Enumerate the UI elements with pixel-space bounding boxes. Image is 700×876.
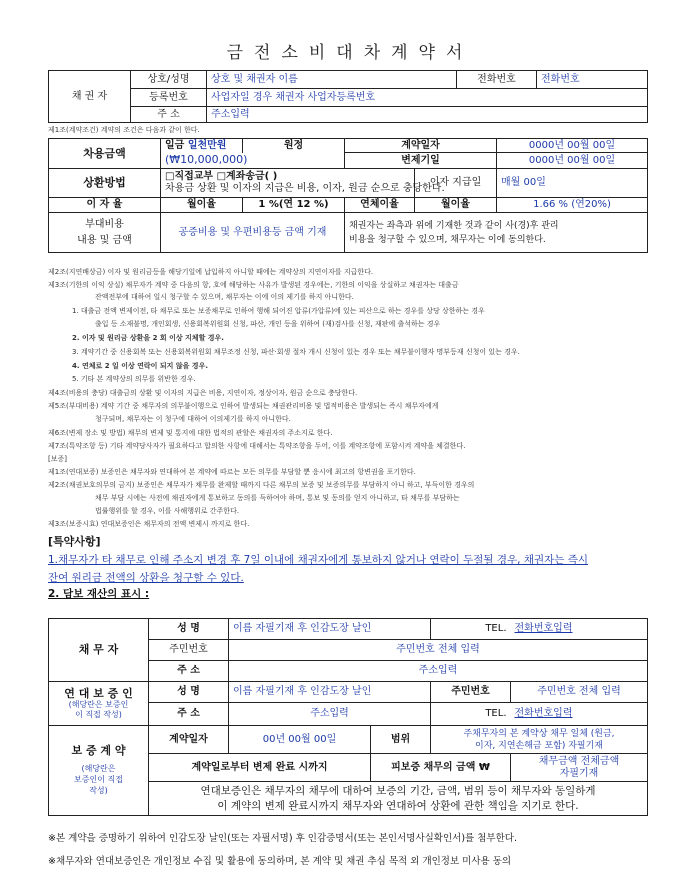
clause-3-cont: 잔액전부에 대하여 일시 청구할 수 있으며, 채무자는 이에 이의 제기를 하지 아니한다. — [95, 293, 354, 301]
special-term-1[interactable]: 1.채무자가 타 채무로 인해 주소지 변경 후 7일 이내에 채권자에게 통보하지 않거나 연락이 두절될 경우, 채권자는 즉시 — [48, 554, 589, 566]
debtor-label: 채 무 자 — [49, 619, 149, 682]
guarantee-date-value[interactable]: 00년 00월 00일 — [229, 726, 371, 754]
overdue-value[interactable]: 1.66 % (연20%) — [497, 198, 648, 213]
parties-table — [48, 618, 648, 816]
special-terms-header: [특약사항] — [48, 535, 101, 548]
guarantor-name-label: 성 명 — [149, 682, 229, 703]
guarantee-period-value[interactable]: 계약일로부터 변제 완료 시까지 — [149, 754, 371, 782]
expense-label: 부대비용 내용 및 금액 — [49, 213, 161, 253]
creditor-addr-label: 주 소 — [131, 107, 207, 123]
clause-6: 제6조(변제 장소 및 방법) 채무의 변제 및 통지에 대한 법적의 관할은 채권자의 주소지로 한다. — [48, 429, 333, 437]
footer-note-2: ※채무자와 연대보증인은 개인정보 수집 및 활용에 동의하며, 본 계약 및 채권 추심 목적 외 개인정보 미사용 동의 — [48, 856, 512, 867]
clause-3-item-1: 1. 대출금 전액 변제이전, 타 채무로 또는 보증채무로 인하여 행해 되어진 압류(가압류)에 있는 피산으로 하는 경우를 상당 상한하는 경우 — [72, 307, 485, 315]
creditor-phone-value[interactable]: 전화번호 — [537, 71, 648, 89]
clause-2: 제2조(지연배상금) 이자 및 원리금등을 해당기일에 납입하지 아니할 때에는 계약상의 지연이자를 지급한다. — [48, 268, 374, 276]
pay-day-value[interactable]: 매월 00일 — [497, 169, 648, 198]
guarantee-note-2: 보증인이 직접 — [74, 775, 123, 784]
guarantee-date-label: 계약일자 — [149, 726, 229, 754]
clause-3-item-1-cont: 출입 등 소재불명, 개인회생, 신용회복위원회 신청, 파산, 개인 등을 위하여 (재)검사를 신청, 재판에 출석하는 경우 — [95, 320, 441, 328]
expense-value[interactable]: 공증비용 및 우편비용등 금액 기재 — [161, 213, 345, 253]
guarantee-label-cell — [49, 726, 149, 816]
guarantee-clause-2: 제2조(채권보호의무의 금지) 보증인은 채무자가 채무를 완제할 때까지 다른 채무의 보증 및 보증의무를 부담하지 아니 하고, 부득이한 경우의 — [48, 481, 475, 489]
guarantee-amount-label: 피보증 채무의 금액 ₩ — [371, 754, 511, 782]
method-line-2: 차용금 상환 및 이자의 지급은 비용, 이자, 원금 순으로 충당한다. — [165, 183, 445, 194]
amount-number[interactable]: (₩10,000,000) — [161, 153, 345, 169]
clause-1: 제1조(계약조건) 계약의 조건은 다음과 같이 한다. — [48, 126, 200, 134]
debtor-name-label: 성 명 — [149, 619, 229, 640]
guarantor-addr-value[interactable]: 주소입력 — [229, 703, 431, 726]
method-line-1[interactable]: □직접교부 □계좌송금( ) — [165, 171, 278, 182]
guarantor-rrn-value[interactable]: 주민번호 전체 입력 — [511, 682, 648, 703]
overdue-monthly-label: 월이율 — [415, 198, 497, 213]
clause-3-item-4: 4. 연체로 2 일 이상 연락이 되지 않을 경우. — [72, 362, 208, 370]
guarantee-note: 연대보증인은 채무자의 채무에 대하여 보증의 기간, 금액, 범위 등이 채무자와 동일하게 이 계약의 변제 완료시까지 채무자와 연대하여 상환에 관한 책임을 지기로 한다. — [149, 782, 648, 816]
creditor-phone-label: 전화번호 — [457, 71, 537, 89]
amount-won: 원정 — [243, 139, 345, 153]
clause-3: 제3조(기한의 이익 상실) 채무자가 계약 중 다음의 항, 호에 해당하는 사유가 발생된 경우에는, 기한의 이익을 상실하고 채권자는 대출금 — [48, 281, 459, 289]
debtor-rrn-value[interactable]: 주민번호 전체 입력 — [229, 640, 648, 661]
guarantor-addr-label: 주 소 — [149, 703, 229, 726]
overdue-label: 연체이율 — [345, 198, 415, 213]
clause-5-cont: 청구되며, 채무자는 이 청구에 대하여 이의제기를 하지 아니한다. — [95, 415, 291, 423]
pay-day-label: 이자 지급일 — [415, 169, 497, 198]
debtor-name-value[interactable]: 이름 자필기재 후 인감도장 날인 — [229, 619, 431, 640]
loan-table — [48, 138, 648, 253]
interest-monthly-value[interactable]: 1 %(연 12 %) — [243, 198, 345, 213]
creditor-name-value[interactable]: 상호 및 채권자 이름 — [207, 71, 457, 89]
guarantee-clause-1: 제1조(연대보증) 보증인은 채무자와 연대하여 본 계약에 따르는 모든 의무를 부담할 뿐 응시에 최고의 항변권을 포기한다. — [48, 468, 416, 476]
guarantee-clause-3: 제3조(보증시효) 연대보증인은 채무자의 전액 변제시 까지로 한다. — [48, 520, 250, 528]
creditor-addr-value[interactable]: 주소입력 — [207, 107, 648, 123]
guarantor-name-value[interactable]: 이름 자필기재 후 인감도장 날인 — [229, 682, 431, 703]
guarantor-tel-label: TEL. — [431, 703, 511, 726]
due-date-value[interactable]: 0000년 00월 00일 — [497, 153, 648, 169]
debtor-addr-value[interactable]: 주소입력 — [229, 661, 648, 682]
expense-note: 채권자는 좌측과 위에 기재한 것과 같이 사(경)후 관리 비용을 청구할 수 있으며, 채무자는 이에 동의한다. — [345, 213, 648, 253]
guarantee-clause-2-cont2: 법률행위를 할 경우, 이를 사해행위로 간주한다. — [95, 507, 240, 515]
interest-monthly-label: 월이율 — [161, 198, 243, 213]
guarantee-note-1: (해당란은 — [81, 764, 116, 773]
clause-3-item-2: 2. 이자 및 원리금 상환을 2 회 이상 지체할 경우. — [72, 334, 224, 342]
amount-hangul-value[interactable]: 일천만원 — [187, 139, 227, 151]
creditor-table — [48, 70, 648, 123]
document-title: 금전소비대차계약서 — [226, 43, 474, 63]
amount-label: 차용금액 — [49, 139, 161, 169]
guarantor-note-2: 이 직접 작성) — [75, 709, 122, 719]
guarantee-scope-value[interactable]: 주채무자의 본 계약상 채무 일체 (원금, 이자, 지연손해금 포함) 자필기재 — [431, 726, 648, 754]
guarantee-note-3: 작성) — [89, 786, 108, 795]
guarantor-label-cell — [49, 682, 149, 726]
guarantor-tel-value[interactable]: 전화번호입력 — [511, 703, 648, 726]
due-date-label: 변제기일 — [345, 153, 497, 169]
interest-label: 이 자 율 — [49, 198, 161, 213]
guarantor-label: 연 대 보 증 인 — [64, 686, 133, 700]
special-term-1-cont[interactable]: 잔여 원리금 전액의 상환을 청구할 수 있다. — [48, 572, 244, 584]
clause-4: 제4조(비용의 충당) 대출금의 상환 및 이자의 지급은 비용, 지연이자, 정상이자, 원금 순으로 충당한다. — [48, 389, 358, 397]
method-label: 상환방법 — [49, 169, 161, 198]
clause-3-item-3: 3. 계약기간 중 신용회복 또는 신용회복위원회 채무조정 신청, 파산·회생 절차 개시 신청이 있는 경우 또는 채무불이행자 명부등재 신청이 있는 경우. — [72, 348, 520, 356]
collateral-label: 2. 담보 재산의 표시 : — [48, 588, 150, 600]
clause-5: 제5조(부대비용) 계약 기간 중 채무자의 의무불이행으로 인하여 발생되는 채권관리비용 및 법적비용은 발생되는 즉시 채무자에게 — [48, 402, 439, 410]
creditor-label: 채 권 자 — [49, 71, 131, 123]
guarantee-scope-label: 범위 — [371, 726, 431, 754]
debtor-tel-label: TEL. — [431, 619, 511, 640]
clause-7: 제7조(특약조항 등) 기타 계약당사자가 필요하다고 합의한 사항에 대해서는 특약조항을 두어, 이를 계약조항에 포함시켜 계약을 체결한다. — [48, 442, 466, 450]
debtor-rrn-label: 주민번호 — [149, 640, 229, 661]
guarantor-rrn-label: 주민번호 — [431, 682, 511, 703]
clause-3-item-5: 5. 기타 본 계약상의 의무를 위반한 경우. — [72, 375, 196, 383]
guarantor-note-1: (해당란은 보증인 — [68, 699, 129, 709]
debtor-addr-label: 주 소 — [149, 661, 229, 682]
footer-note-1: ※본 계약을 증명하기 위하여 인감도장 날인(또는 자필서명) 후 인감증명서(또는 본인서명사실확인서)를 첨부한다. — [48, 833, 517, 844]
creditor-reg-label: 등록번호 — [131, 89, 207, 107]
guarantee-amount-value[interactable]: 채무금액 전체금액 자필기재 — [511, 754, 648, 782]
creditor-reg-value[interactable]: 사업자일 경우 채권자 사업자등록번호 — [207, 89, 648, 107]
creditor-name-label: 상호/성명 — [131, 71, 207, 89]
amount-hangul-label: 일금 일천만원 — [161, 139, 243, 153]
guarantee-label: 보 증 계 약 — [71, 744, 126, 757]
debtor-tel-value[interactable]: 전화번호입력 — [511, 619, 648, 640]
contract-date-value[interactable]: 0000년 00월 00일 — [497, 139, 648, 153]
guarantee-section-header: [보증] — [48, 455, 67, 463]
contract-date-label: 계약일자 — [345, 139, 497, 153]
method-value — [161, 169, 445, 198]
guarantee-clause-2-cont: 채무 부담 시에는 사전에 채권자에게 통보하고 동의를 득하여야 하며, 통보 및 동의를 얻지 아니하고, 타 채무를 부담하는 — [95, 494, 460, 502]
